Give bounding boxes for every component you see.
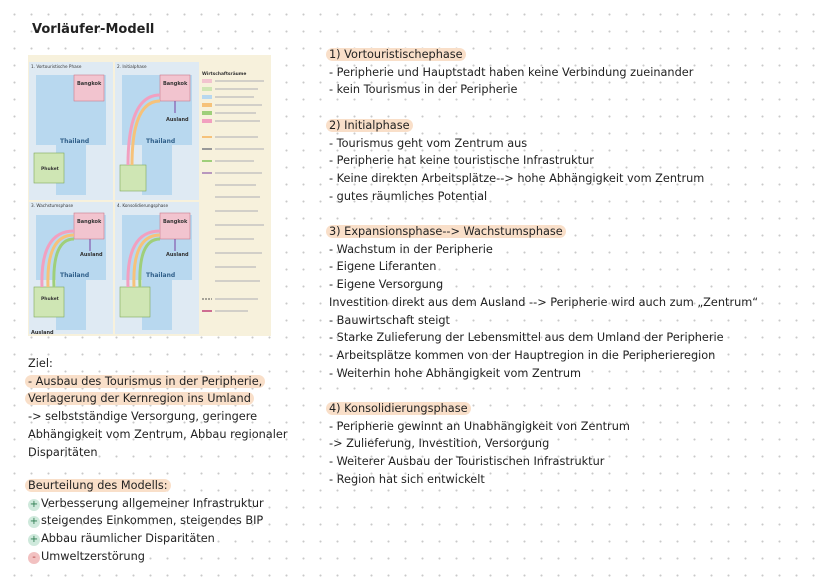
phase-line: - Eigene Liferanten: [329, 260, 437, 274]
goal-section: [28, 355, 287, 461]
phase-line: - Bauwirtschaft steigt: [329, 313, 450, 327]
label-bangkok: Bangkok: [77, 81, 102, 87]
phase-heading: 3) Expansionsphase--> Wachstumsphase: [326, 225, 566, 238]
plus-sign: +: [29, 498, 39, 510]
label-phuket: Phuket: [41, 297, 59, 302]
label-ausland: Ausland: [80, 252, 103, 258]
label-ausland: Ausland: [166, 117, 189, 123]
phase-line: - Wachstum in der Peripherie: [329, 242, 493, 256]
phases-section: [329, 46, 758, 489]
evaluation-text: Abbau räumlicher Disparitäten: [41, 532, 215, 546]
phase-line: - Tourismus geht vom Zentrum aus: [329, 136, 528, 150]
evaluation-text: Umweltzerstörung: [41, 549, 145, 563]
panel-label: 2. Initialphase: [117, 64, 147, 69]
phase-line: - Peripherie gewinnt an Unabhängigkeit von Zentrum: [329, 419, 630, 433]
plus-sign: +: [29, 534, 39, 546]
evaluation-section: [28, 477, 264, 566]
goal-line: Verlagerung der Kernregion ins Umland: [25, 392, 254, 405]
evaluation-item: [28, 495, 264, 513]
label-ausland: Ausland: [31, 330, 54, 336]
evaluation-heading: Beurteilung des Modells:: [25, 479, 171, 492]
label-thailand: Thailand: [60, 138, 90, 145]
panel-label: 4. Konsolidierungsphase: [117, 203, 169, 208]
phase-line: - kein Tourismus in der Peripherie: [329, 83, 518, 97]
evaluation-item: [28, 530, 264, 548]
label-phuket: Phuket: [41, 167, 59, 172]
phase-line: -> Zulieferung, Investition, Versorgung: [329, 437, 550, 451]
phase-line: - gutes räumliches Potential: [329, 189, 488, 203]
legend-title: Wirtschaftsräume: [202, 72, 247, 77]
phase-line: - Keine direkten Arbeitsplätze--> hohe Abhängigkeit vom Zentrum: [329, 171, 705, 185]
phase-line: - Weiterer Ausbau der Touristischen Infrastruktur: [329, 455, 605, 469]
goal-line: Disparitäten: [28, 445, 98, 459]
label-thailand: Thailand: [146, 272, 176, 279]
evaluation-text: steigendes Einkommen, steigendes BIP: [41, 514, 264, 528]
goal-line: -> selbstständige Versorgung, geringere: [28, 410, 258, 424]
evaluation-text: Verbesserung allgemeiner Infrastruktur: [41, 496, 264, 510]
label-bangkok: Bangkok: [77, 219, 102, 225]
phase-heading: 4) Konsolidierungsphase: [326, 402, 471, 415]
evaluation-item: [28, 512, 264, 530]
label-thailand: Thailand: [146, 138, 176, 145]
page-title: Vorläufer-Modell: [32, 22, 155, 37]
phase-line: - Region hat sich entwickelt: [329, 472, 485, 486]
label-bangkok: Bangkok: [163, 81, 188, 87]
phase-heading: 2) Initialphase: [326, 119, 413, 132]
phase-line: - Starke Zulieferung der Lebensmittel aus dem Umland der Peripherie: [329, 331, 724, 345]
panel-label: 3. Wachstumsphase: [31, 203, 74, 208]
label-thailand: Thailand: [60, 272, 90, 279]
minus-sign: -: [28, 552, 40, 564]
plus-sign: +: [29, 516, 39, 528]
phase-line: - Weiterhin hohe Abhängigkeit vom Zentrum: [329, 366, 582, 380]
phase-line: - Arbeitsplätze kommen von der Hauptregion in die Peripherieregion: [329, 348, 716, 362]
phase-line: - Peripherie hat keine touristische Infrastruktur: [329, 154, 594, 168]
phase-line: - Peripherie und Hauptstadt haben keine Verbindung zueinander: [329, 65, 694, 79]
panel-label: 1. Vortouristische Phase: [31, 64, 82, 69]
model-diagram: [28, 55, 271, 336]
label-bangkok: Bangkok: [163, 219, 188, 225]
goal-heading: Ziel:: [28, 357, 53, 370]
phase-line: - Eigene Versorgung: [329, 278, 444, 292]
goal-line: Abhängigkeit vom Zentrum, Abbau regionaler: [28, 427, 288, 441]
label-ausland: Ausland: [166, 252, 189, 258]
phase-line: Investition direkt aus dem Ausland --> Peripherie wird auch zum „Zentrum“: [329, 295, 759, 309]
phase-heading: 1) Vortouristischephase: [326, 48, 466, 61]
goal-line: - Ausbau des Tourismus in der Peripherie,: [25, 375, 265, 388]
evaluation-item: [28, 548, 264, 566]
